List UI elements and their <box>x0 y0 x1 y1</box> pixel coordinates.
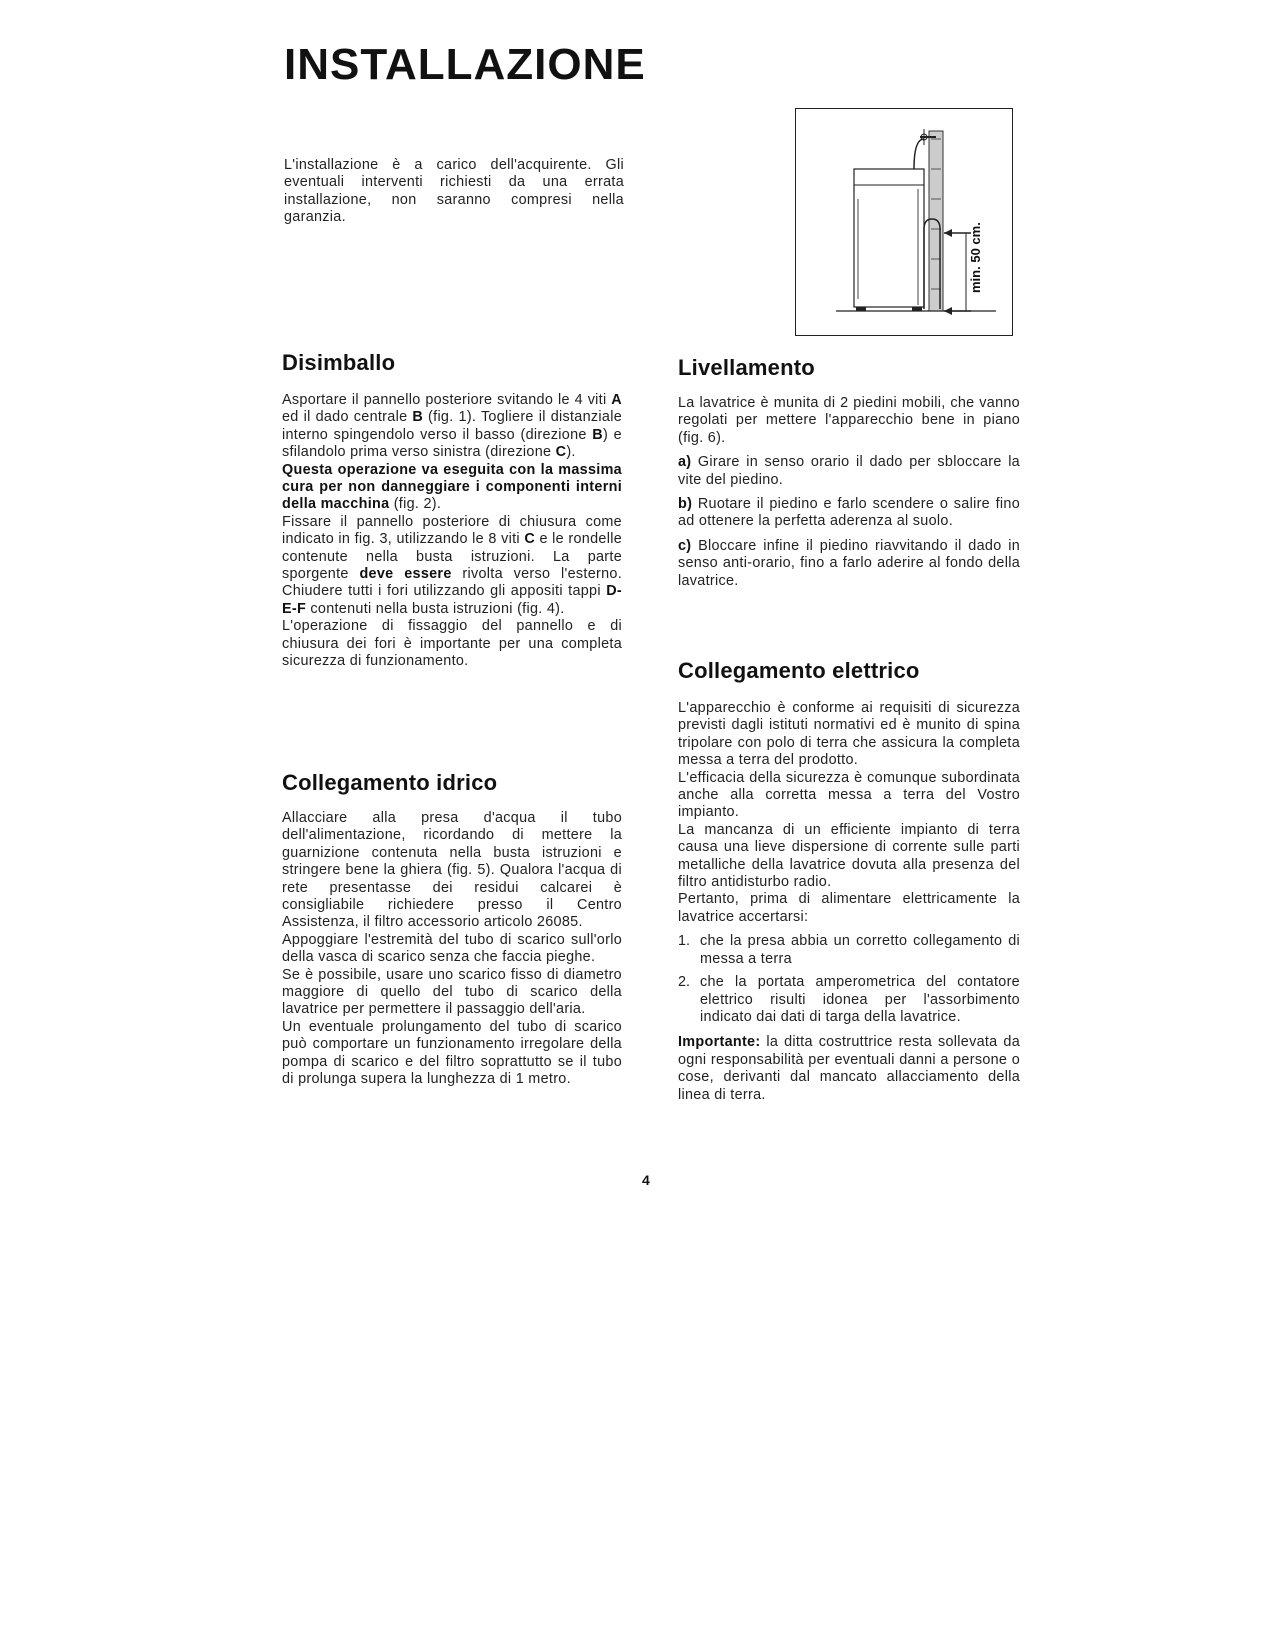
paragraph: Un eventuale prolungamento del tubo di scarico può comportare un funzionamento irregolare della pompa di scarico e del filtro soprattutto se il tubo di prolunga supera la lunghezza di 1 metro. <box>282 1018 622 1088</box>
section-heading: Collegamento elettrico <box>678 658 920 683</box>
section-collegamento-idrico <box>282 770 622 1089</box>
section-collegamento-elettrico <box>678 658 1020 1104</box>
checklist <box>678 933 1020 1026</box>
paragraph: Se è possibile, usare uno scarico fisso di diametro maggiore di quello del tubo di scarico della lavatrice per permettere il passaggio dell'aria. <box>282 966 622 1018</box>
paragraph: Appoggiare l'estremità del tubo di scarico sull'orlo della vasca di scarico senza che faccia pieghe. <box>282 931 622 966</box>
page-title: INSTALLAZIONE <box>284 40 646 89</box>
section-disimballo <box>282 350 622 671</box>
intro-paragraph: L'installazione è a carico dell'acquirente. Gli eventuali interventi richiesti da una errata installazione, non saranno compresi nella garanzia. <box>284 157 624 226</box>
step-b: b) Ruotare il piedino e farlo scendere o salire fino ad ottenere la perfetta aderenza al suolo. <box>678 496 1020 530</box>
section-heading: Livellamento <box>678 355 815 380</box>
list-text: che la portata amperometrica del contatore elettrico risulti idonea per l'assorbimento indicato dai dati di targa della lavatrice. <box>700 974 1020 1025</box>
section-heading: Collegamento idrico <box>282 770 498 795</box>
paragraph: Allacciare alla presa d'acqua il tubo dell'alimentazione, ricordando di mettere la guarnizione contenuta nella busta istruzioni e stringere bene la ghiera (fig. 5). Qualora l'acqua di rete presentasse dei residui calcarei è consigliabile richiedere presso il Centro Assistenza, il filtro accessorio articolo 26085. <box>282 810 622 931</box>
warning-paragraph: Questa operazione va eseguita con la massima cura per non danneggiare i componenti interni della macchina (fig. 2). <box>282 461 622 513</box>
paragraph: La mancanza di un efficiente impianto di terra causa una lieve dispersione di corrente sulle parti metalliche della lavatrice dovuta alla presenza del filtro antidisturbo radio. <box>678 821 1020 891</box>
step-c: c) Bloccare infine il piedino riavvitando il dado in senso anti-orario, fino a farlo aderire al fondo della lavatrice. <box>678 537 1020 589</box>
paragraph: Pertanto, prima di alimentare elettricamente la lavatrice accertarsi: <box>678 891 1020 925</box>
list-item <box>678 974 1020 1026</box>
paragraph: L'operazione di fissaggio del pannello e di chiusura dei fori è importante per una completa sicurezza di funzionamento. <box>282 618 622 670</box>
page-number: 4 <box>642 1172 650 1188</box>
dimension-label: min. 50 cm. <box>968 222 983 293</box>
installation-figure <box>795 108 1013 336</box>
section-heading: Disimballo <box>282 350 396 375</box>
paragraph: Asportare il pannello posteriore svitando le 4 viti A ed il dado centrale B (fig. 1). Togliere il distanziale interno spingendolo verso il basso (direzione B) e sfilandolo prima verso sinistra (direzione C). <box>282 392 622 461</box>
paragraph: L'apparecchio è conforme ai requisiti di sicurezza previsti dagli istituti normativi ed è munito di spina tripolare con polo di terra che assicura la completa messa a terra del prodotto. <box>678 700 1020 769</box>
list-number: 2. <box>678 974 691 991</box>
important-note: Importante: la ditta costruttrice resta sollevata da ogni responsabilità per eventuali danni a persone o cose, derivanti dal mancato allacciamento della linea di terra. <box>678 1034 1020 1103</box>
list-text: che la presa abbia un corretto collegamento di messa a terra <box>700 933 1020 967</box>
paragraph: Fissare il pannello posteriore di chiusura come indicato in fig. 3, utilizzando le 8 viti C e le rondelle contenute nella busta istruzioni. La parte sporgente deve essere rivolta verso l'esterno. Chiudere tutti i fori utilizzando gli appositi tappi D-E-F contenuti nella busta istruzioni (fig. 4). <box>282 513 623 617</box>
list-item <box>678 933 1020 968</box>
paragraph: L'efficacia della sicurezza è comunque subordinata anche alla corretta messa a terra del Vostro impianto. <box>678 769 1020 821</box>
paragraph: La lavatrice è munita di 2 piedini mobili, che vanno regolati per mettere l'apparecchio bene in piano (fig. 6). <box>678 395 1020 446</box>
section-livellamento <box>678 355 1020 590</box>
list-number: 1. <box>678 933 691 950</box>
step-a: a) Girare in senso orario il dado per sbloccare la vite del piedino. <box>678 454 1020 488</box>
